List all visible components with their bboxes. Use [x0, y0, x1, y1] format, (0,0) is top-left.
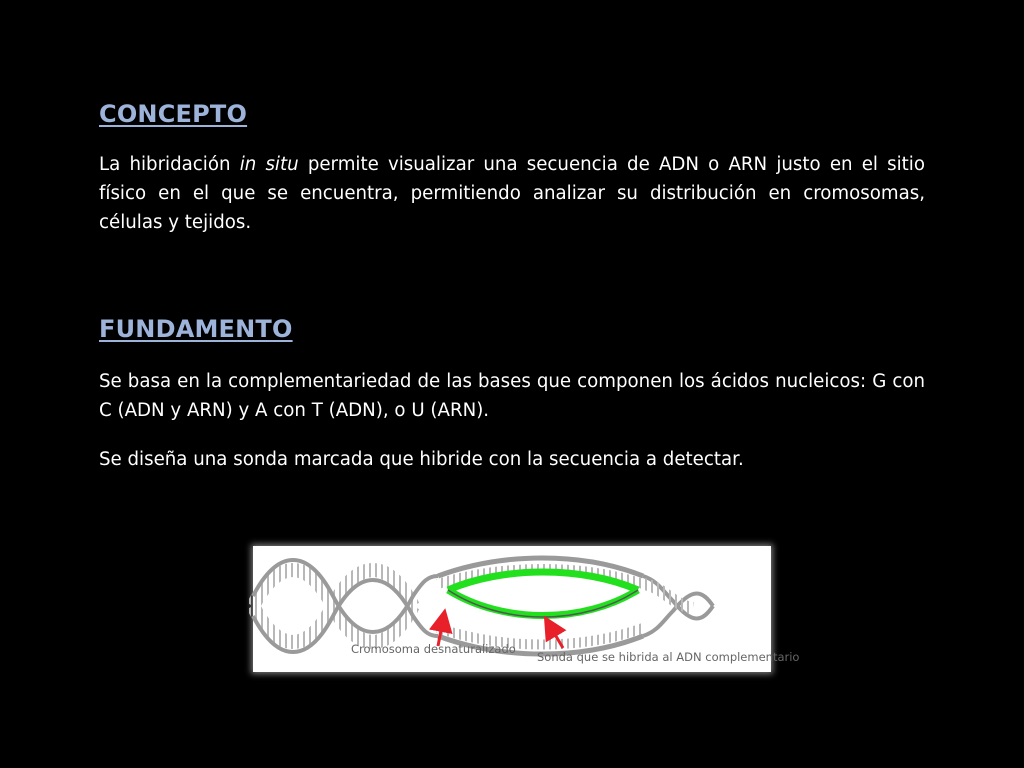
- label-probe: Sonda que se hibrida al ADN complementario: [537, 650, 800, 664]
- dna-double-helix-right: [643, 576, 713, 636]
- fundamento-paragraph-1: Se basa en la complementariedad de las bases que componen los ácidos nucleicos: G con C (ADN y ARN) y A con T (ADN), o U (ARN).: [99, 371, 925, 421]
- dna-double-helix-left: [253, 560, 438, 652]
- fundamento-paragraph-2: Se diseña una sonda marcada que hibride con la secuencia a detectar.: [99, 449, 744, 470]
- hybridized-probe: [448, 572, 638, 617]
- in-situ-term: in situ: [239, 154, 299, 175]
- concepto-heading: CONCEPTO: [99, 100, 248, 128]
- concepto-text-end: permite visualizar una secuencia de ADN o ARN justo en el sitio físico en el que se encuentra, permitiendo analizar su distribución en cromosomas, células y tejidos.: [99, 154, 925, 233]
- dna-hybridization-illustration: [253, 546, 800, 672]
- concepto-paragraph: [99, 150, 925, 237]
- hybridization-diagram: [253, 546, 800, 672]
- label-chromosome: Cromosoma desnaturalizado: [351, 642, 516, 656]
- fundamento-heading: FUNDAMENTO: [99, 315, 293, 343]
- concepto-text-start: La hibridación: [99, 154, 240, 175]
